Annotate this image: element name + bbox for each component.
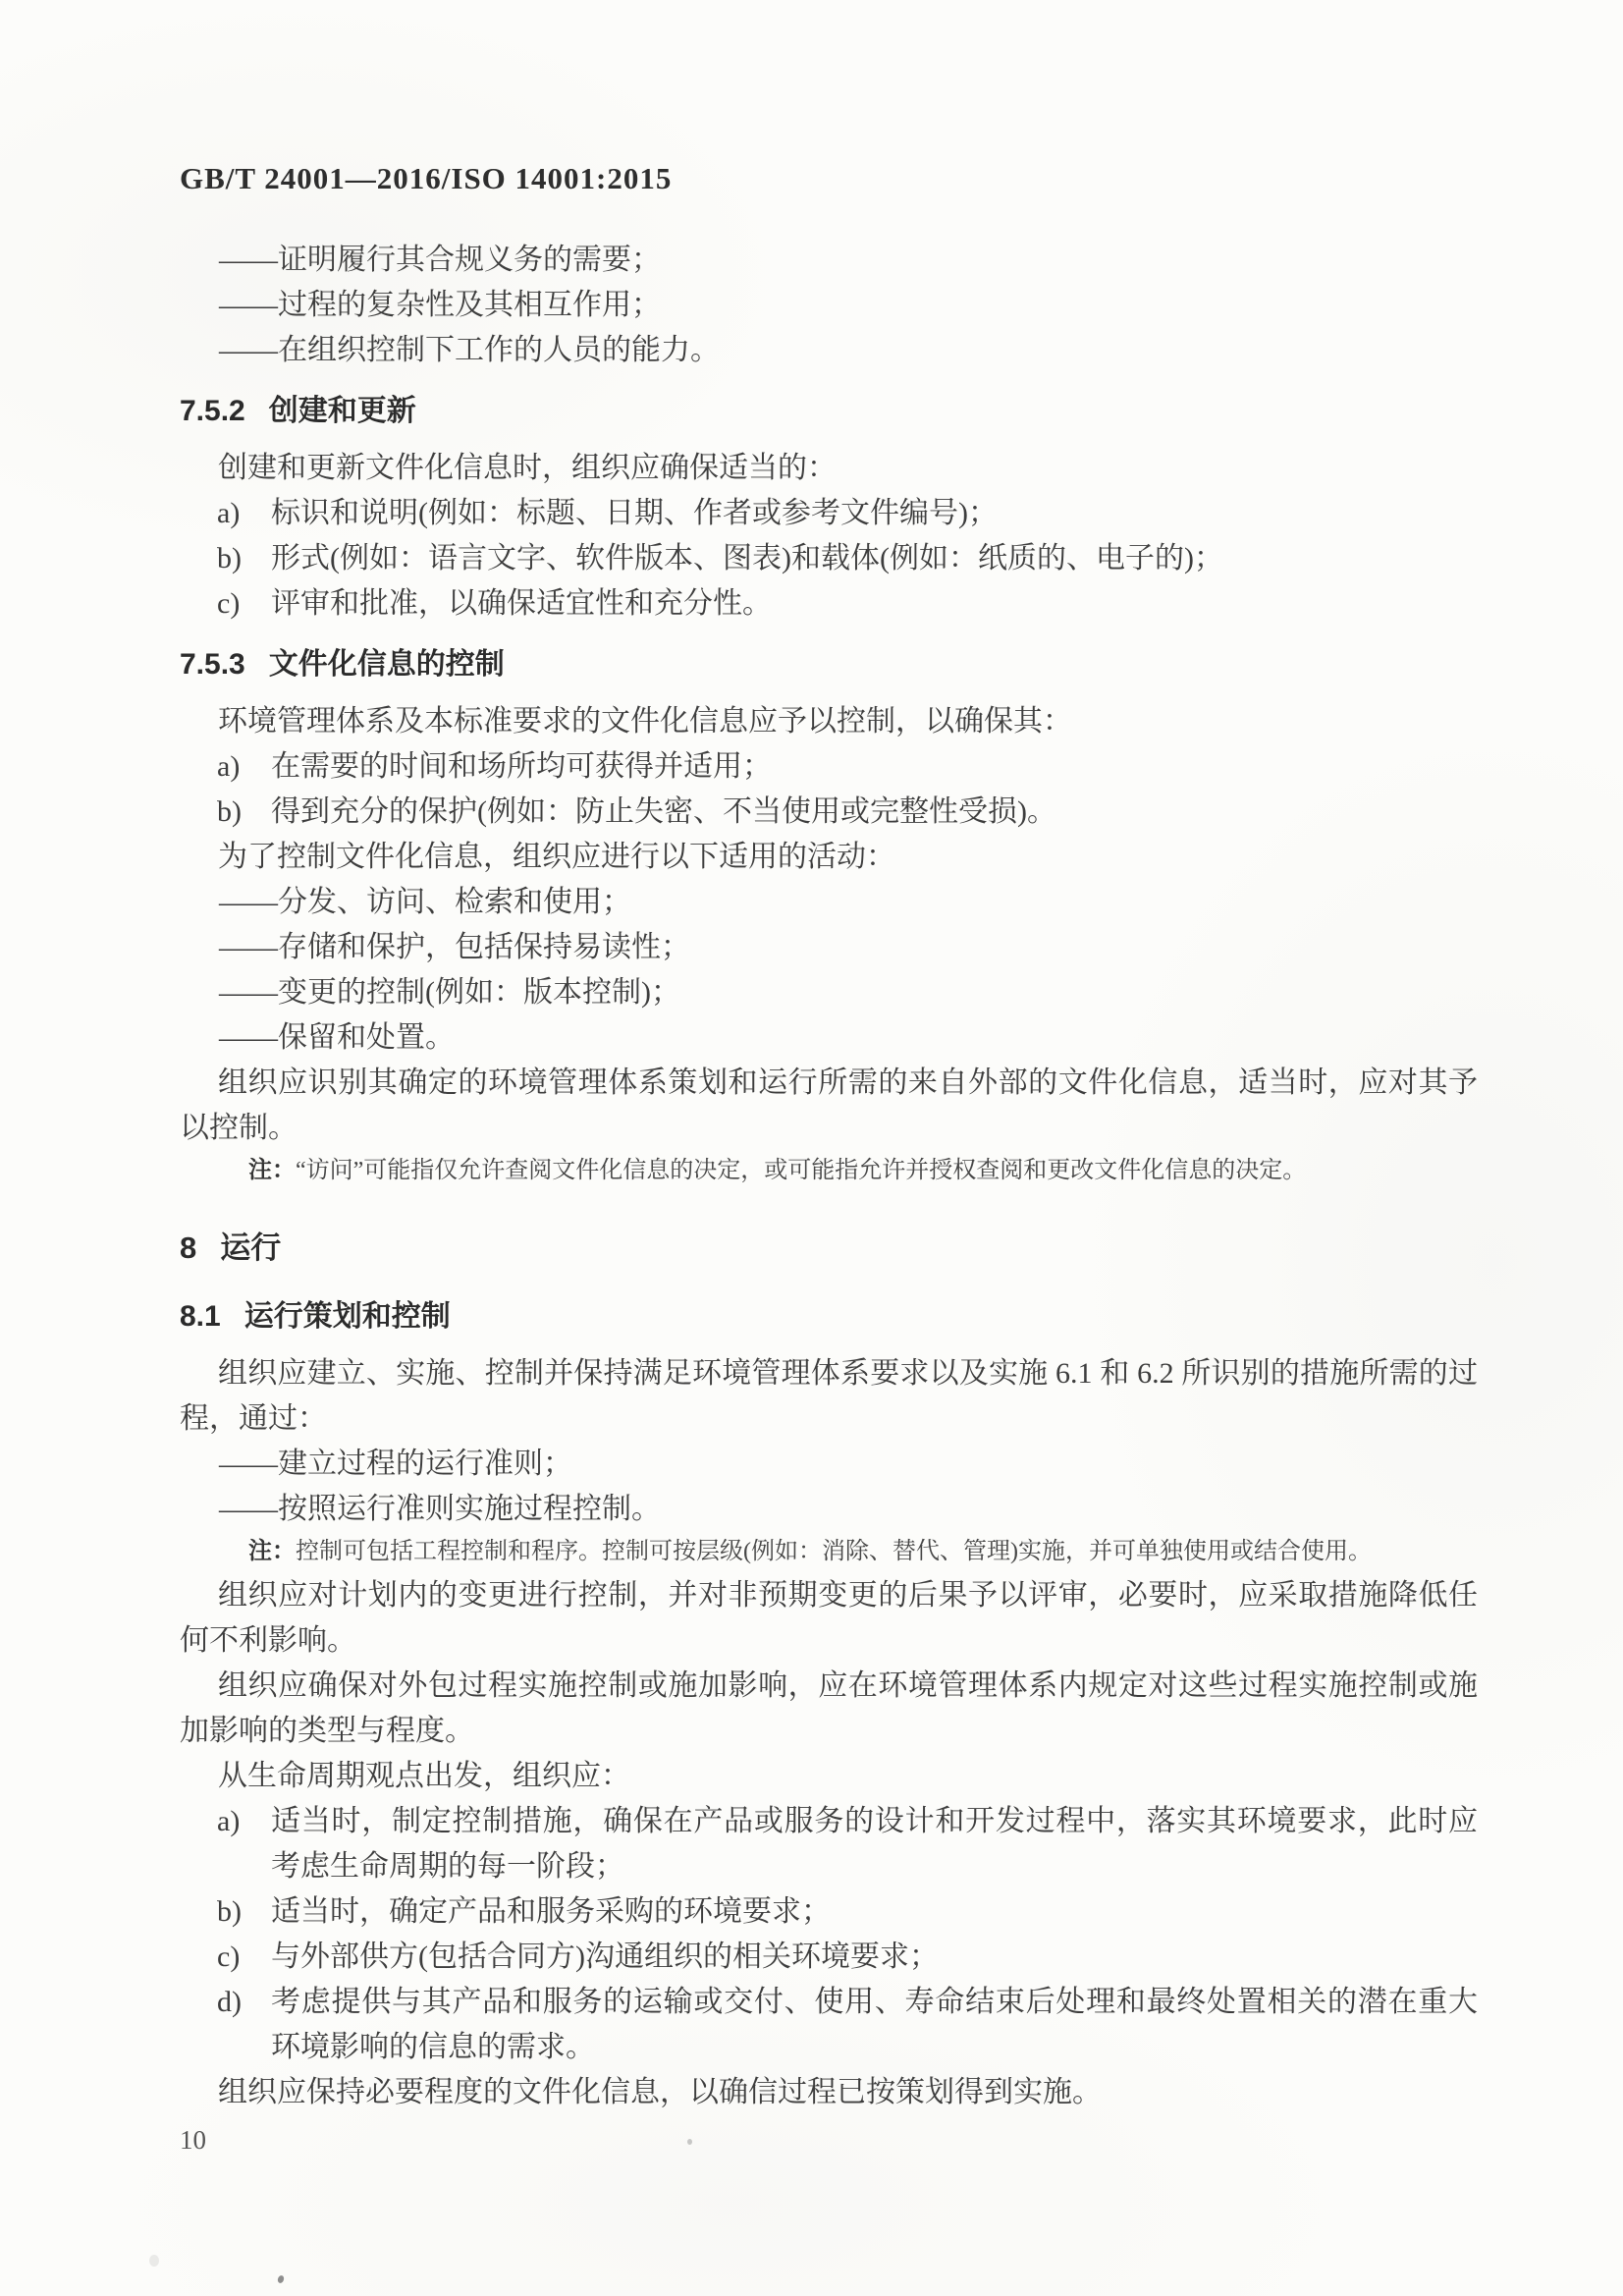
heading-title: 创建和更新 [268,395,416,427]
heading-number: 8.1 [180,1300,221,1333]
list-item-text: 形式(例如：语言文字、软件版本、图表)和载体(例如：纸质的、电子的)； [271,542,1223,574]
note-text: “访问”可能指仅允许查阅文件化信息的决定，或可能指允许并授权查阅和更改文件化信息的决定。 [296,1158,1307,1183]
note-text: 控制可包括工程控制和程序。控制可按层级(例如：消除、替代、管理)实施，并可单独使用或结合使用。 [296,1539,1372,1564]
note-label: 注： [248,1538,296,1564]
heading-number: 7.5.2 [180,395,245,427]
list-item-label: b) [217,542,242,574]
dash-list [180,1442,1478,1532]
page-content [180,161,1478,2155]
paragraph: 组织应确保对外包过程实施控制或施加影响，应在环境管理体系内规定对这些过程实施控制或施加影响的类型与程度。 [180,1669,1478,1747]
heading-title: 文件化信息的控制 [268,648,505,681]
dash-item: ——保留和处置。 [219,1021,455,1054]
scan-artifact [687,2139,692,2145]
lettered-list [180,1799,1478,2070]
list-item-label: c) [217,587,241,620]
paragraph: 组织应对计划内的变更进行控制，并对非预期变更的后果予以评审，必要时，应采取措施降低任何不利影响。 [180,1579,1478,1657]
lettered-list [180,744,1478,835]
list-item-label: b) [217,795,242,828]
list-item-text: 与外部供方(包括合同方)沟通组织的相关环境要求； [271,1941,939,1973]
list-item-text: 考虑提供与其产品和服务的运输或交付、使用、寿命结束后处理和最终处置相关的潜在重大环境影响的信息的需求。 [271,1986,1478,2063]
scan-artifact [149,2255,159,2267]
list-item-text: 适当时，制定控制措施，确保在产品或服务的设计和开发过程中，落实其环境要求，此时应考虑生命周期的每一阶段； [271,1805,1478,1883]
dash-list [180,880,1478,1061]
list-item-label: a) [217,497,241,529]
list-item-text: 在需要的时间和场所均可获得并适用； [271,750,772,783]
section-heading-8 [180,1228,1478,1269]
note [180,1536,1478,1567]
heading-title: 运行策划和控制 [243,1300,451,1333]
list-item-label: d) [217,1986,242,2018]
list-item-label: a) [217,1805,241,1837]
list-item-text: 标识和说明(例如：标题、日期、作者或参考文件编号)； [271,497,998,529]
list-item-text: 评审和批准，以确保适宜性和充分性。 [271,587,772,620]
paragraph: 为了控制文件化信息，组织应进行以下适用的活动： [218,841,895,873]
note-label: 注： [248,1157,296,1183]
dash-item: ——过程的复杂性及其相互作用； [219,289,661,321]
list-item [180,790,1478,835]
dash-item: ——按照运行准则实施过程控制。 [219,1493,661,1525]
list-item [180,1980,1478,2070]
dash-item: ——分发、访问、检索和使用； [219,886,631,918]
list-item [180,1935,1478,1980]
list-item [180,1889,1478,1935]
heading-title: 运行 [220,1230,282,1265]
list-item [180,581,1478,627]
paragraph: 环境管理体系及本标准要求的文件化信息应予以控制，以确保其： [218,705,1072,738]
list-item-label: a) [217,750,241,783]
paragraph: 组织应识别其确定的环境管理体系策划和运行所需的来自外部的文件化信息，适当时，应对其予以控制。 [180,1066,1478,1144]
dash-item: ——证明履行其合规义务的需要； [219,244,661,276]
document-header: GB/T 24001—2016/ISO 14001:2015 [180,161,673,195]
scan-artifact [277,2274,285,2284]
list-item-label: c) [217,1941,241,1973]
dash-item: ——变更的控制(例如：版本控制)； [219,976,680,1009]
paragraph: 创建和更新文件化信息时，组织应确保适当的： [218,452,837,484]
dash-item: ——存储和保护，包括保持易读性； [219,931,690,963]
paragraph: 从生命周期观点出发，组织应： [218,1760,630,1792]
section-heading-7-5-2 [180,393,1478,430]
lettered-list [180,491,1478,627]
heading-number: 8 [180,1230,197,1265]
list-item-text: 适当时，确定产品和服务采购的环境要求； [271,1895,831,1928]
list-item-label: b) [217,1895,242,1928]
list-item [180,491,1478,536]
section-heading-7-5-3 [180,646,1478,683]
list-item-text: 得到充分的保护(例如：防止失密、不当使用或完整性受损)。 [271,795,1056,828]
paragraph: 组织应保持必要程度的文件化信息，以确信过程已按策划得到实施。 [218,2076,1102,2108]
note [180,1155,1478,1186]
list-item [180,1799,1478,1889]
list-item [180,536,1478,581]
dash-item: ——建立过程的运行准则； [219,1448,572,1480]
list-item [180,744,1478,790]
page-number: 10 [180,2125,206,2155]
section-heading-8-1 [180,1298,1478,1336]
heading-number: 7.5.3 [180,648,245,681]
dash-item: ——在组织控制下工作的人员的能力。 [219,334,720,366]
paragraph: 组织应建立、实施、控制并保持满足环境管理体系要求以及实施 6.1 和 6.2 所识别的措施所需的过程，通过： [180,1357,1478,1435]
intro-dash-list [180,238,1478,373]
